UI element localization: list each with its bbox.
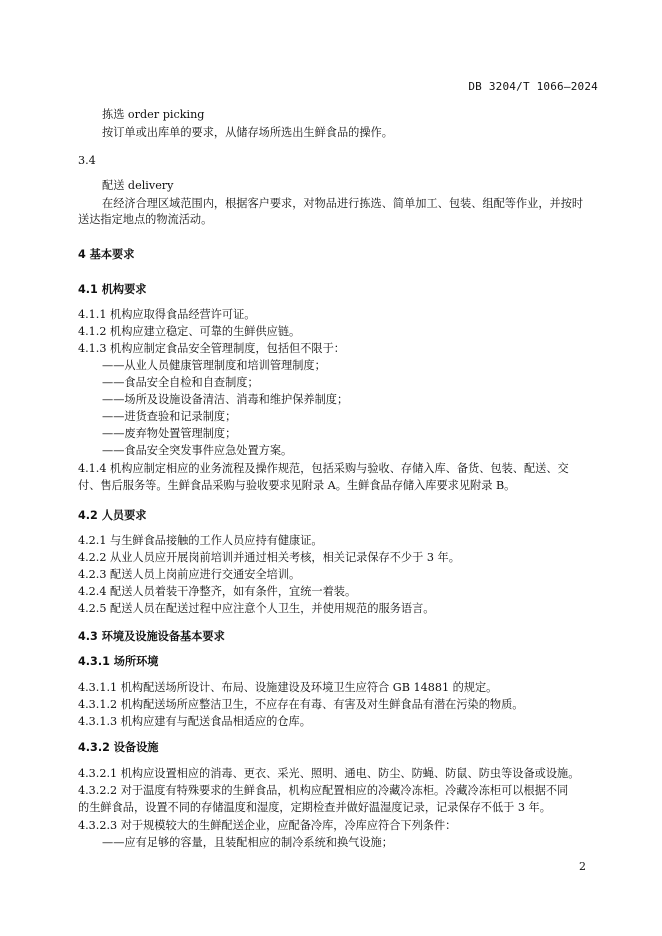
list-item: ——食品安全突发事件应急处置方案。 [102, 444, 293, 457]
definition-delivery-line2: 送达指定地点的物流活动。 [78, 213, 213, 226]
heading-4-3: 4.3 环境及设施设备基本要求 [78, 630, 225, 643]
definition-delivery-line1: 在经济合理区域范围内，根据客户要求，对物品进行拣选、简单加工、包装、组配等作业，并按时 [102, 197, 584, 210]
page-number: 2 [579, 860, 586, 873]
list-item: ——场所及设施设备清洁、消毒和维护保养制度； [102, 393, 349, 406]
clause-4-3-2-2-line1: 4.3.2.2 对于温度有特殊要求的生鲜食品，机构应配置相应的冷藏冷冻柜。冷藏冷冻柜可以根据不同 [78, 784, 569, 797]
clause-4-1-4-line1: 4.1.4 机构应制定相应的业务流程及操作规范，包括采购与验收、存储入库、备货、包装、配送、交 [78, 462, 569, 475]
list-item: ——废弃物处置管理制度； [102, 427, 237, 440]
heading-4-1: 4.1 机构要求 [78, 283, 147, 296]
clause-number-3-4: 3.4 [78, 154, 96, 167]
term-order-picking: 拣选 order picking [102, 108, 205, 121]
list-item: ——从业人员健康管理制度和培训管理制度； [102, 359, 326, 372]
heading-4-3-2: 4.3.2 设备设施 [78, 741, 159, 754]
clause-4-3-2-3: 4.3.2.3 对于规模较大的生鲜配送企业，应配备冷库，冷库应符合下列条件： [78, 819, 457, 832]
clause-4-3-1-3: 4.3.1.3 机构应建有与配送食品相适应的仓库。 [78, 715, 311, 728]
document-code-header: DB 3204/T 1066—2024 [468, 80, 598, 93]
clause-4-2-5: 4.2.5 配送人员在配送过程中应注意个人卫生，并使用规范的服务语言。 [78, 602, 435, 615]
list-item: ——应有足够的容量，且装配相应的制冷系统和换气设施； [102, 836, 393, 849]
heading-4-3-1: 4.3.1 场所环境 [78, 655, 159, 668]
clause-4-3-2-1: 4.3.2.1 机构应设置相应的消毒、更衣、采光、照明、通电、防尘、防蝇、防鼠、防虫等设备或设施。 [78, 767, 580, 780]
list-item: ——食品安全自检和自查制度； [102, 376, 259, 389]
clause-4-1-1: 4.1.1 机构应取得食品经营许可证。 [78, 308, 256, 321]
clause-4-1-4-line2: 付、售后服务等。生鲜食品采购与验收要求见附录 A。生鲜食品存储入库要求见附录 B。 [78, 479, 516, 492]
clause-4-3-1-2: 4.3.1.2 机构配送场所应整洁卫生，不应存在有毒、有害及对生鲜食品有潜在污染的物质。 [78, 698, 524, 711]
list-item: ——进货查验和记录制度； [102, 410, 237, 423]
section-heading-4: 4 基本要求 [78, 248, 135, 261]
clause-4-2-1: 4.2.1 与生鲜食品接触的工作人员应持有健康证。 [78, 534, 323, 547]
heading-4-2: 4.2 人员要求 [78, 509, 147, 522]
clause-4-2-2: 4.2.2 从业人员应开展岗前培训并通过相关考核，相关记录保存不少于 3 年。 [78, 551, 460, 564]
definition-order-picking: 按订单或出库单的要求，从储存场所选出生鲜食品的操作。 [102, 126, 393, 139]
clause-4-3-1-1: 4.3.1.1 机构配送场所设计、布局、设施建设及环境卫生应符合 GB 14881 的规定。 [78, 681, 498, 694]
term-delivery: 配送 delivery [102, 179, 174, 192]
clause-4-1-3: 4.1.3 机构应制定食品安全管理制度，包括但不限于： [78, 342, 345, 355]
clause-4-2-4: 4.2.4 配送人员着装干净整齐，如有条件，宜统一着装。 [78, 585, 357, 598]
clause-4-1-2: 4.1.2 机构应建立稳定、可靠的生鲜供应链。 [78, 325, 301, 338]
clause-4-3-2-2-line2: 的生鲜食品，设置不同的存储温度和湿度，定期检查并做好温湿度记录，记录保存不低于 3 年。 [78, 801, 551, 814]
clause-4-2-3: 4.2.3 配送人员上岗前应进行交通安全培训。 [78, 568, 301, 581]
